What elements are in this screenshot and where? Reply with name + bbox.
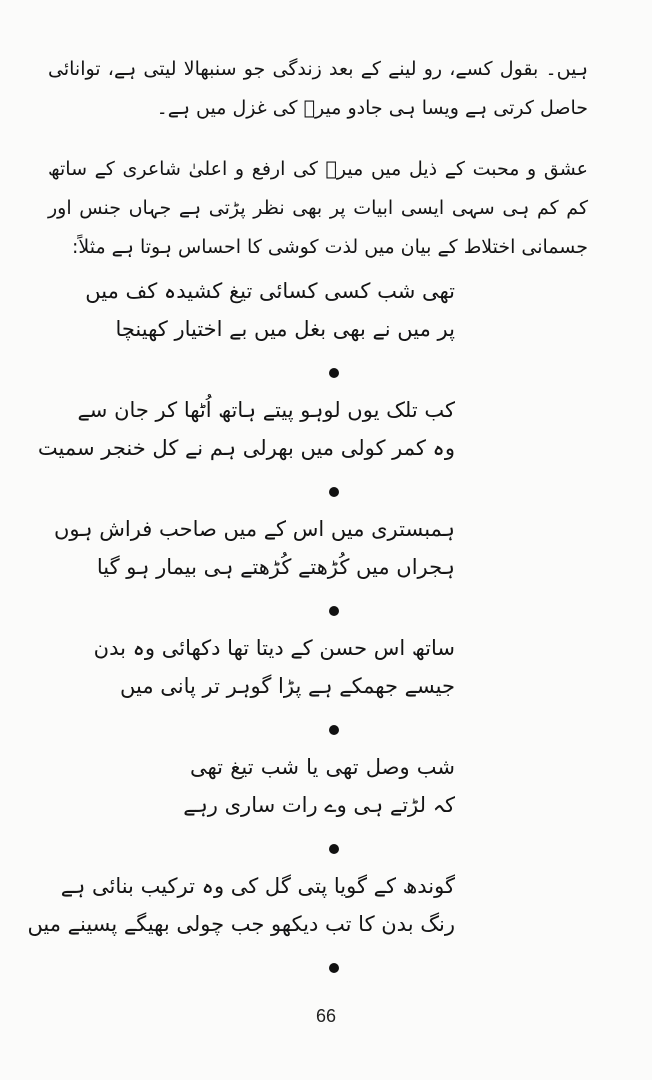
verse-line: ہجراں میں کُڑھتے کُڑھتے ہی بیمار ہو گیا [96, 555, 455, 579]
page-number: 66 [315, 1006, 337, 1026]
context-paragraph: عشق و محبت کے ذیل میں میرؔ کی ارفع و اعلیٰ شاعری کے ساتھ کم کم ہی سہی ایسی ابیات پر بھی نظر پڑتی ہے جہاں جنس اور جسمانی اختلاط کے بیان میں لذت کوشی کا احساس ہوتا ہے مثلاً: [48, 158, 588, 258]
verse-line: ہمبستری میں اس کے میں صاحب فراش ہوں [53, 517, 455, 541]
verse-line: شب وصل تھی یا شب تیغ تھی [190, 755, 455, 779]
verse-line: کہ لڑتے ہی وے رات ساری رہے [183, 793, 455, 817]
couplet [0, 268, 652, 387]
verse-line: وہ کمر کولی میں بھرلی ہم نے کل خنجر سمیت [37, 436, 455, 460]
intro-paragraph: ہیں۔ بقول کسے، رو لینے کے بعد زندگی جو سنبھالا لیتی ہے، توانائی حاصل کرتی ہے ویسا ہی جادو میرؔ کی غزل میں ہے۔ [48, 58, 588, 119]
verse-line: ساتھ اس حسن کے دیتا تھا دکھائی وہ بدن [93, 636, 455, 660]
couplet [0, 625, 652, 744]
couplet [0, 387, 652, 506]
separator-bullet [329, 368, 339, 378]
verse-line: پر میں نے بھی بغل میں بے اختیار کھینچا [115, 317, 455, 341]
couplet [0, 506, 652, 625]
couplet [0, 863, 652, 982]
verse-line: گوندھ کے گویا پتی گل کی وہ ترکیب بنائی ہے [60, 874, 455, 898]
verse-list [0, 268, 652, 982]
verse-line: جیسے جھمکے ہے پڑا گوہر تر پانی میں [120, 674, 455, 698]
separator-bullet [329, 844, 339, 854]
separator-bullet [329, 606, 339, 616]
verse-line: کب تلک یوں لوہو پیتے ہاتھ اُٹھا کر جان سے [77, 398, 455, 422]
verse-line: رنگ بدن کا تب دیکھو جب چولی بھیگے پسینے میں [27, 912, 455, 936]
separator-bullet [329, 487, 339, 497]
verse-line: تھی شب کسی کسائی تیغ کشیدہ کف میں [85, 279, 455, 303]
separator-bullet [329, 725, 339, 735]
separator-bullet [329, 963, 339, 973]
couplet [0, 744, 652, 863]
